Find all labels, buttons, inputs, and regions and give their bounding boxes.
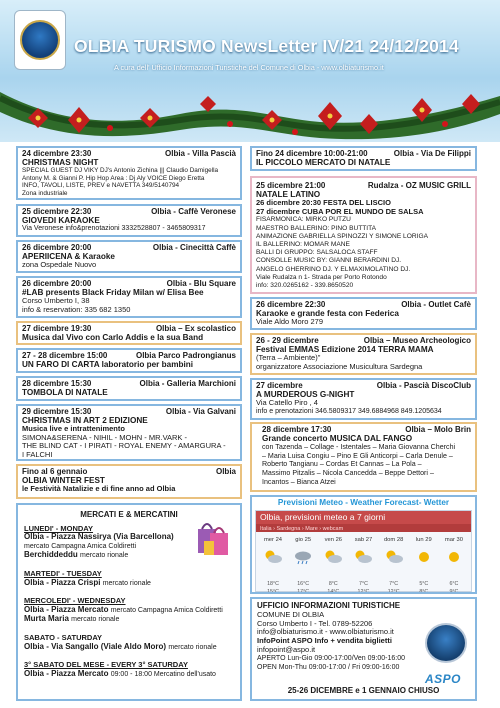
event-detail: MAESTRO BALLERINO: PINO BUTTITA [256, 224, 377, 232]
event-title: Grande concerto MUSICA DAL FANGO [262, 433, 413, 443]
info-hours-it: APERTO Lun-Gio 09:00-17:00/Ven 09:00-16:00 [257, 655, 406, 663]
event-date: 27 dicembre 19:30 [22, 324, 92, 333]
event-card [250, 146, 477, 171]
market-section [24, 597, 234, 625]
event-detail: Zona industriale [22, 189, 68, 197]
weather-day [411, 536, 437, 594]
weather-temp-min: 12°C [387, 588, 400, 594]
info-email-website[interactable]: info@olbiaturismo.it - www.olbiaturismo.it [257, 627, 394, 637]
event-card [16, 376, 242, 401]
market-note: 09:00 - 18:00 Mercatino dell'usato [110, 670, 216, 678]
sun-cloud-icon [352, 548, 374, 566]
market-note: mercato rionale [80, 552, 129, 560]
market-day: MERCOLEDI' - WEDNESDAY [24, 596, 126, 606]
event-title: A MURDEROUS G-NIGHT [256, 389, 355, 399]
event-subtitle: Musica live e intrattenimento [22, 424, 125, 434]
event-card [16, 321, 242, 345]
market-place: Murta Maria [24, 614, 69, 624]
event-detail: (Terra – Ambiente)" [256, 353, 321, 363]
page-subtitle: A cura dell' Ufficio Informazioni Turistiche del Comune di Olbia - www.olbiaturismo.it [114, 63, 384, 72]
market-note: mercato Campagna Amica Coldiretti [110, 606, 223, 614]
event-detail: I FALCHI [22, 449, 53, 459]
markets-panel [16, 503, 242, 701]
event-card [16, 146, 242, 200]
market-entry [24, 615, 234, 625]
market-note: mercato rionale [102, 579, 151, 587]
market-place: Olbia - Piazza Mercato [24, 604, 109, 614]
event-detail: con Tazenda – Collage - Istentales – Maria Giovanna Cherchi [262, 443, 456, 452]
event-date: Fino al 6 gennaio [22, 467, 88, 476]
weather-temp-min: 12°C [357, 588, 370, 594]
event-detail: Roberto Tangianu – Cordas Et Cannas – La Pola – [262, 460, 422, 469]
event-place: Olbia – Ex scolastico [155, 324, 236, 333]
weather-day-label: ven 26 [324, 536, 343, 543]
market-section [24, 661, 234, 679]
weather-temp-max: 5°C [419, 580, 429, 587]
weather-temp-min: 9°C [449, 588, 459, 594]
event-detail: zona Ospedale Nuovo [22, 260, 97, 270]
event-title: IL PICCOLO MERCATO DI NATALE [256, 157, 391, 167]
market-place: Olbia - Piazza Mercato [24, 668, 109, 678]
weather-temp-max: 18°C [267, 580, 279, 587]
weather-temp-max: 8°C [328, 580, 338, 587]
event-place: Olbia - Caffè Veronese [151, 207, 236, 216]
weather-day [320, 536, 346, 594]
event-date: 29 dicembre 15:30 [22, 407, 92, 416]
market-entry [24, 670, 234, 680]
info-closing-notice: 25-26 DICEMBRE e 1 GENNAIO CHIUSO [287, 686, 440, 696]
event-place: Olbia Parco Padrongianus [135, 351, 236, 360]
event-date: 26 dicembre 20:00 [22, 243, 92, 252]
olbia-emblem-logo [425, 623, 467, 663]
event-date: 27 dicembre [256, 381, 303, 390]
weather-days [256, 532, 471, 594]
market-place: Olbia - Piazza Crispi [24, 577, 101, 587]
event-detail: Massimo Pitzalis – Nicola Cancedda – Beppe Dettori – [262, 468, 434, 477]
newsletter-header [0, 0, 500, 142]
market-section [24, 570, 234, 588]
shopping-bags-icon [196, 513, 232, 559]
event-detail: 26 dicembre 20:30 FESTA DEL LISCIO [256, 198, 391, 208]
event-card [250, 422, 477, 492]
weather-day [441, 536, 467, 594]
event-detail: BALLI DI GRUPPO: SALSALOCA STAFF [256, 249, 378, 257]
event-detail: Incantos – Bianca Atzei [262, 477, 336, 486]
info-line: COMUNE DI OLBIA [257, 609, 325, 619]
sun-icon [443, 548, 465, 566]
event-place: Olbia – Museo Archeologico [363, 336, 471, 345]
weather-day-label: mer 24 [263, 536, 283, 543]
weather-day [381, 536, 407, 594]
event-detail: Viale Rudalza n 1- Strada per Porto Rotondo [256, 273, 387, 281]
event-detail: Via Veronese info&prenotazioni 3332528807 - 3465809317 [22, 225, 206, 233]
event-detail: – Maria Luisa Congiu – Pino E Gli Anticorpi – Carla Denule – [262, 451, 453, 460]
market-note: mercato rionale [71, 616, 120, 624]
event-title: OLBIA WINTER FEST [22, 475, 105, 485]
market-entry [24, 643, 234, 653]
event-detail: le Festività Natalizie e di fine anno ad Olbia [22, 484, 176, 494]
event-place: Olbia - Blu Square [166, 279, 236, 288]
event-place: Olbia – Molo Brin [405, 425, 471, 434]
event-place: Olbia - Outlet Cafè [401, 300, 471, 309]
event-title: Karaoke e grande festa con Federica [256, 308, 399, 318]
market-day: 3° SABATO DEL MESE - EVERY 3° SATURDAY [24, 660, 188, 670]
event-place: Olbia - Villa Pascià [165, 149, 236, 158]
event-card [16, 348, 242, 373]
event-card [16, 204, 242, 237]
event-detail: info: 320.0265162 - 339.8650520 [256, 282, 354, 289]
event-detail: info & reservation: 335 682 1350 [22, 304, 131, 314]
weather-temp-min: 17°C [297, 588, 310, 594]
weather-day-label: dom 28 [383, 536, 404, 543]
weather-widget [255, 510, 472, 592]
event-card [16, 276, 242, 318]
event-detail: Via Catello Piro , 4 [256, 398, 318, 408]
event-place: Olbia [215, 467, 236, 476]
event-detail: Viale Aldo Moro 279 [256, 317, 323, 327]
event-date: 26 - 29 dicembre [256, 336, 319, 345]
event-date: 25 dicembre 21:00 [256, 181, 326, 190]
weather-temp-min: 14°C [327, 588, 340, 594]
weather-heading: Previsioni Meteo - Weather Forecast- Wetter [277, 498, 450, 507]
event-title: UN FARO DI CARTA laboratorio per bambini [22, 359, 194, 369]
event-title: TOMBOLA DI NATALE [22, 387, 108, 397]
event-detail: SPECIAL GUEST DJ VIKY DJ's Antonio Zichina ||| Claudio Damigella [22, 167, 219, 175]
event-detail: FISARMONICA: MIRKO PUTZU [256, 216, 351, 224]
weather-day-label: sab 27 [354, 536, 373, 543]
page-title: OLBIA TURISMO NewsLetter IV/21 24/12/2014 [74, 36, 459, 56]
event-title: NATALE LATINO [256, 189, 321, 199]
weather-temp-min: 8°C [419, 588, 429, 594]
event-title: Festival EMMAS Edizione 2014 TERRA MAMA [256, 344, 434, 354]
weather-day [290, 536, 316, 594]
event-date: 26 dicembre 22:30 [256, 300, 326, 309]
event-place: Olbia - Galleria Marchioni [139, 379, 236, 388]
event-date: 27 - 28 dicembre 15:00 [22, 351, 108, 360]
event-card [16, 240, 242, 273]
market-day: LUNEDI' - MONDAY [24, 523, 94, 533]
weather-temp-max: 6°C [449, 580, 459, 587]
event-detail: organizzatore Associazione Musicultura Sardegna [256, 361, 423, 371]
event-title: Musica dal Vivo con Carlo Addis e la sua Band [22, 332, 204, 342]
event-place: Olbia - Cinecittà Caffè [152, 243, 236, 252]
event-date: 24 dicembre 23:30 [22, 149, 92, 158]
event-detail: Antony M. & Gianni P. Hip Hop Area : Dj Aly VOICE Diego Eretta [22, 174, 205, 182]
tourist-info-panel [250, 597, 477, 701]
market-section [24, 634, 234, 652]
market-place: Olbia - Via Sangallo (Viale Aldo Moro) [24, 641, 167, 651]
weather-breadcrumb[interactable]: Italia › Sardegna › Mare › webcam [256, 524, 471, 532]
event-card [250, 297, 477, 330]
event-place: Olbia - Pascià DiscoClub [376, 381, 471, 390]
cloud-rain-icon [292, 548, 314, 566]
info-infopoint: InfoPoint ASPO Info + vendita biglietti [257, 636, 392, 646]
weather-day [350, 536, 376, 594]
event-title: APERIICENA & Karaoke [22, 251, 115, 261]
market-place: Olbia - Piazza Nassirya (Via Barcellona) [24, 532, 174, 542]
info-phone: Corso Umberto I - Tel. 0789-52206 [257, 618, 373, 628]
event-detail: 27 dicembre CUBA POR EL MUNDO DE SALSA [256, 206, 424, 216]
event-title: CHRISTMAS NIGHT [22, 157, 99, 167]
market-day: SABATO - SATURDAY [24, 632, 103, 642]
market-day: MARTEDI' - TUESDAY [24, 568, 102, 578]
event-card [16, 404, 242, 461]
event-detail: THE BLIND CAT - I PIRATI - ROYAL ENEMY - AMARGURA - [22, 441, 226, 451]
info-title: UFFICIO INFORMAZIONI TURISTICHE [257, 601, 401, 610]
olbia-logo [14, 10, 66, 70]
weather-day-label: mar 30 [444, 536, 463, 543]
sun-icon [413, 548, 435, 566]
info-hours-en: OPEN Mon-Thu 09:00-17:00 / Fri 09:00-16:00 [257, 664, 400, 672]
event-date: 26 dicembre 20:00 [22, 279, 92, 288]
christmas-garland-decoration [0, 74, 500, 142]
event-place: Olbia - Via De Filippi [393, 149, 471, 158]
market-note: mercato rionale [168, 643, 217, 651]
event-title: GIOVEDI KARAOKE [22, 215, 100, 225]
event-title: #LAB presents Black Friday Milan w/ Elisa Bee [22, 287, 204, 297]
event-card [250, 378, 477, 420]
event-date: Fino 24 dicembre 10:00-21:00 [256, 149, 368, 158]
weather-temp-max: 16°C [297, 580, 310, 587]
weather-widget-title[interactable]: Olbia, previsioni meteo a 7 giorni [256, 511, 471, 524]
aspo-logo: ASPO [424, 672, 461, 686]
event-date: 28 dicembre 15:30 [22, 379, 92, 388]
weather-panel [250, 495, 477, 594]
weather-temp-max: 7°C [389, 580, 399, 587]
event-date: 25 dicembre 22:30 [22, 207, 92, 216]
weather-day-label: lun 29 [415, 536, 432, 543]
weather-day [260, 536, 286, 594]
event-detail: Corso Umberto I, 38 [22, 296, 90, 306]
event-card [16, 464, 242, 499]
event-detail: INFO, TAVOLI, LISTE, PREV e NAVETTA 349/5140794 [22, 182, 180, 190]
market-entry [24, 579, 234, 589]
event-place: Rudalza - OZ MUSIC GRILL [367, 181, 471, 190]
event-detail: ANIMAZIONE GABRIELLA SPINOZZI Y SIMONE LORIGA [256, 232, 428, 240]
event-title: CHRISTMAS IN ART 2 EDIZIONE [22, 415, 148, 425]
sun-cloud-icon [322, 548, 344, 566]
market-note: mercato Campagna Amica Coldiretti [24, 542, 137, 550]
sun-cloud-icon [383, 548, 405, 566]
weather-temp-min: 15°C [267, 588, 279, 594]
event-detail: ANGELO GHERRINO DJ. Y ELMAXIMOLATINO DJ. [256, 265, 411, 273]
market-place: Berchiddeddu [24, 550, 78, 560]
event-detail: info e prenotazioni 346.5809317 349.6884968 849.1205634 [256, 407, 442, 415]
event-card [250, 176, 477, 294]
weather-temp-max: 7°C [359, 580, 368, 587]
event-detail: IL BALLERINO: MOMAR MANE [256, 240, 350, 248]
event-detail: SIMONA&SERENA - NIHIL - MOHN - MR.VARK - [22, 432, 188, 442]
event-place: Olbia - Via Galvani [165, 407, 236, 416]
sun-cloud-icon [262, 548, 284, 566]
info-infopoint-email[interactable]: infopoint@aspo.it [257, 645, 316, 655]
event-card [250, 333, 477, 375]
markets-heading: MERCATI E & MERCATINI [80, 510, 178, 519]
event-detail: CONSOLLE MUSIC BY: GIANNI BERARDINI DJ. [256, 257, 402, 265]
weather-day-label: gio 25 [295, 536, 312, 543]
event-date: 28 dicembre 17:30 [262, 425, 332, 434]
